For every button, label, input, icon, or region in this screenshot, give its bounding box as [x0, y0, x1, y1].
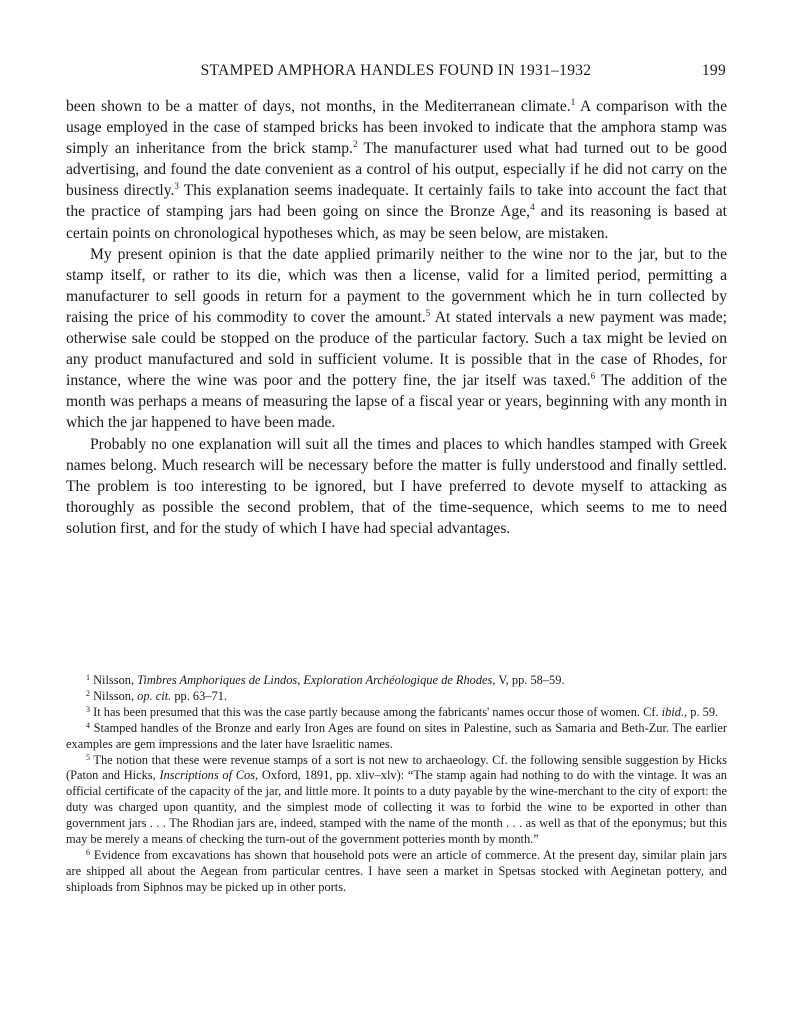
- text-segment: The notion that these were revenue stamps of a sort is not new to archaeology. Cf. the following sensible suggestion by Hicks (Paton and Hicks,: [66, 752, 727, 783]
- page-number: 199: [701, 62, 726, 79]
- text-segment: been shown to be a matter of days, not months, in the Mediterranean climate.: [66, 98, 571, 115]
- footnote-number: 4: [86, 720, 90, 730]
- running-title: STAMPED AMPHORA HANDLES FOUND IN 1931–1932: [200, 62, 592, 79]
- text-segment: Oxford, 1891, pp. xliv–xlv): “The stamp again had nothing to do with the vintage. It was an official certificate of the capacity of the jar, and little more. It points to a duty payable by the wine-merchant to the city of export: the duty was charged upon quantity, and the simplest mode of collecting it was to forbid the wine to be exported in other than government jars . . . The Rhodian jars are, indeed, stamped with the name of the month . . . as well as that of the eponymus; but this may be merely a means of checking the turn-out of the government potteries month by month.”: [66, 768, 727, 847]
- footnote-number: 1: [86, 673, 90, 682]
- footnote-number: 5: [86, 752, 90, 762]
- italic-text: ibid.,: [661, 704, 688, 719]
- footnote-number: 3: [86, 704, 90, 714]
- text-segment: The addition of the month was perhaps a means of measuring the lapse of a fiscal year or years, beginning with any month in which the jar happened to have been made.: [66, 372, 727, 432]
- text-segment: A comparison with the usage employed in the case of stamped bricks has been invoked to indicate that the amphora stamp was simply an inheritance from the brick stamp.: [66, 98, 727, 158]
- footnote: [66, 673, 727, 689]
- text-segment: Stamped handles of the Bronze and early Iron Ages are found on sites in Palestine, such as Samaria and Beth-Zur. The earlier examples are gem impressions and the later have Israelitic names.: [66, 720, 727, 751]
- text-segment: Nilsson,: [90, 688, 138, 703]
- body-text: [66, 96, 727, 539]
- footnote-reference: 4: [530, 202, 535, 213]
- footnote-reference: 1: [570, 97, 576, 107]
- text-segment: It has been presumed that this was the case partly because among the fabricants' names occur those of women. Cf.: [90, 704, 662, 719]
- body-paragraph: [66, 434, 727, 539]
- body-paragraph: [66, 244, 727, 434]
- text-segment: V, pp. 58–59.: [495, 673, 565, 687]
- footnote-number: 2: [86, 688, 90, 698]
- body-paragraph: [66, 96, 727, 244]
- footnote-reference: 6: [590, 371, 596, 382]
- footnote-reference: 2: [352, 139, 358, 150]
- footnote-number: 6: [86, 847, 90, 857]
- footnotes: [66, 673, 727, 896]
- text-segment: At stated intervals a new payment was made; otherwise sale could be stopped on the produce of the particular factory. Such a tax might be levied on any product manufactured and sold in sufficient volume. It is possible that in the case of Rhodes, for instance, where the wine was poor and the pottery fine, the jar itself was taxed.: [66, 308, 728, 390]
- text-segment: and its reasoning is based at certain points on chronological hypotheses which, as may be seen below, are mistaken.: [66, 203, 727, 242]
- text-segment: Evidence from excavations has shown that household pots were an article of commerce. At the present day, similar plain jars are shipped all about the Aegean from particular centres. I have seen a market in Spetsas stocked with Aeginetan pottery, and shiploads from Siphnos may be picked up in other ports.: [66, 847, 727, 894]
- text-segment: pp. 63–71.: [171, 688, 228, 703]
- italic-text: Timbres Amphoriques de Lindos, Exploration Archéologique de Rhodes,: [137, 673, 496, 687]
- italic-text: Inscriptions of Cos,: [159, 768, 259, 783]
- footnote: [66, 705, 727, 721]
- text-segment: p. 59.: [687, 704, 719, 719]
- italic-text: op. cit.: [137, 688, 172, 703]
- text-segment: Probably no one explanation will suit all the times and places to which handles stamped with Greek names belong. Much research will be necessary before the matter is fully understood and finally settled. The problem is too interesting to be ignored, but I have preferred to devote myself to attacking as thoroughly as possible the second problem, that of the time-sequence, which seems to me to need solution first, and for the study of which I have had special advantages.: [66, 435, 727, 537]
- page-header: [66, 62, 726, 84]
- footnote: [66, 689, 727, 705]
- text-segment: Nilsson,: [90, 673, 138, 687]
- footnote: [66, 721, 727, 753]
- text-segment: This explanation seems inadequate. It certainly fails to take into account the fact that the practice of stamping jars had been going on since the Bronze Age,: [66, 182, 727, 221]
- text-segment: The manufacturer used what had turned out to be good advertising, and found the date convenient as a control of his output, especially if he did not carry on the business directly.: [66, 140, 727, 200]
- footnote-reference: 5: [425, 307, 431, 318]
- text-segment: My present opinion is that the date applied primarily neither to the wine nor to the jar, but to the stamp itself, or rather to its die, which was then a license, valid for a limited period, permitting a manufacturer to sell goods in return for a payment to the government which he in turn collected by raising the price of his commodity to cover the amount.: [66, 245, 727, 326]
- footnote: [66, 848, 727, 896]
- footnote: [66, 753, 727, 848]
- footnote-reference: 3: [174, 181, 179, 192]
